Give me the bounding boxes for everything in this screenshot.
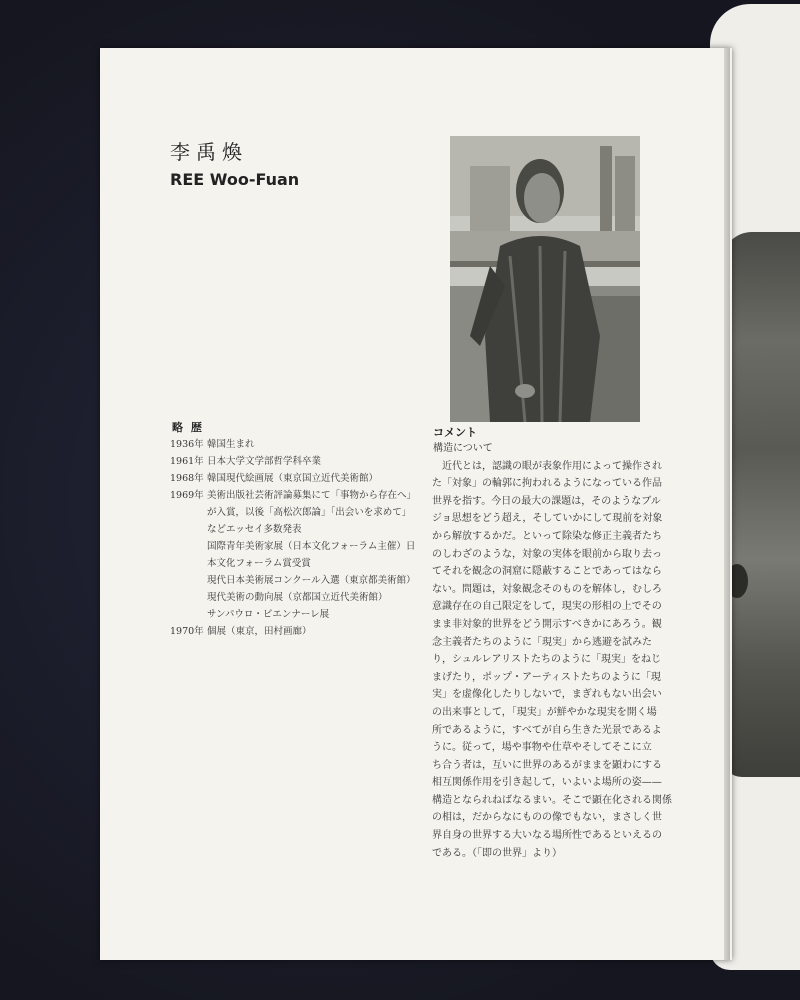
comment-line: 念主義者たちのように「現実」から逃避を試みた — [432, 636, 652, 648]
portrait-image — [450, 136, 640, 422]
biography-entry — [170, 623, 420, 640]
facing-page-photo — [722, 232, 800, 777]
comment-line: まま非対象的世界をどう開示すべきかにあろう。観 — [432, 618, 662, 630]
bio-text: 個展（東京，田村画廊） — [207, 626, 312, 637]
biography-entry — [170, 487, 420, 538]
biography-entry — [170, 538, 420, 572]
comment-line: の出来事として，「現実」が鮮やかな現実を開く場 — [432, 706, 657, 718]
comment-line: ち合う者は，互いに世界のあるがままを顕わにする — [432, 759, 662, 771]
artist-portrait-photo — [450, 136, 640, 422]
bio-text: 美術出版社芸術評論募集にて「事物から存在へ」が入賞，以後「高松次郎論」「出会いを求めて」などエッセイ多数発表 — [207, 490, 417, 535]
bio-text: 現代日本美術展コンクール入選（東京都美術館） — [207, 575, 416, 586]
biography-entry — [170, 589, 420, 606]
comment-line: 世界を指す。今日の最大の課題は，そのようなブル — [432, 495, 661, 507]
biography-entry — [170, 470, 420, 487]
page-gutter — [724, 48, 730, 960]
bio-year: 1970年 — [170, 626, 204, 637]
bio-year — [170, 606, 207, 623]
comment-line: ジョ思想をどう超え，そしていかにして現前を対象 — [432, 513, 663, 525]
comment-line: ない。問題は，対象観念そのものを解体し，むしろ — [432, 583, 662, 595]
bio-text: 韓国生まれ — [207, 439, 255, 450]
comment-line: うに。従って，場や事物や仕草やそしてそこに立 — [432, 742, 652, 754]
bio-year: 1961年 — [170, 456, 204, 467]
biography-entry — [170, 453, 420, 470]
biography-heading: 略 歴 — [172, 421, 204, 434]
comment-line: である。（「即の世界」より） — [432, 847, 562, 859]
comment-line: 構造となられねばなるまい。そこで顕在化される関係 — [432, 794, 672, 806]
bio-text: 日本大学文学部哲学科卒業 — [207, 456, 322, 467]
comment-body — [432, 440, 700, 862]
comment-line: 近代とは，認識の眼が表象作用によって操作され — [432, 460, 662, 472]
biography-list — [170, 436, 420, 640]
bio-year: 1936年 — [170, 439, 204, 450]
comment-heading: コメント — [433, 426, 477, 439]
comment-line: り，シュルレアリストたちのように「現実」をねじ — [432, 654, 661, 666]
bio-year: 1969年 — [170, 490, 204, 501]
comment-subtitle: 構造について — [433, 443, 493, 454]
comment-line: のしわざのような，対象の実体を眼前から取り去っ — [432, 548, 662, 560]
comment-line: た「対象」の輪郭に拘われるようになっている作品 — [432, 478, 662, 490]
comment-line: の相は，だからなにものの像でもない，まさしく世 — [432, 812, 662, 824]
bio-year: 1968年 — [170, 473, 204, 484]
comment-line: てそれを観念の洞窟に隠蔽することであってはなら — [432, 566, 662, 578]
comment-line: まげたり，ポップ・アーティストたちのように「現 — [432, 671, 661, 683]
comment-line: 意識存在の自己限定をして，現実の形相の上でその — [432, 601, 662, 613]
bio-year — [170, 538, 207, 572]
bio-text: 韓国現代絵画展（東京国立近代美術館） — [207, 473, 379, 484]
artist-name-english: REE Woo-Fuan — [170, 170, 300, 189]
comment-line: 界自身の世界する大いなる場所性であるといえるの — [432, 830, 662, 842]
comment-line: 所であるように，すべてが自ら生きた光景であるよ — [432, 724, 662, 736]
comment-line: 相互関係作用を引き起して，いよいよ場所の姿—— — [432, 777, 662, 789]
bio-year — [170, 572, 207, 589]
comment-line: 実」を虚像化したりしないで，まぎれもない出会い — [432, 689, 662, 701]
biography-entry — [170, 436, 420, 453]
artist-name-japanese: 李禹煥 — [170, 140, 248, 164]
bio-text: 国際青年美術家展（日本文化フォーラム主催）日本文化フォーラム賞受賞 — [207, 541, 416, 569]
biography-entry — [170, 606, 420, 623]
bio-year — [170, 589, 207, 606]
comment-line: から解放するかだ。といって除染な修正主義者たち — [432, 530, 662, 542]
biography-entry — [170, 572, 420, 589]
bio-text: サンパウロ・ビエンナーレ展 — [207, 609, 330, 620]
bio-text: 現代美術の動向展（京都国立近代美術館） — [207, 592, 388, 603]
